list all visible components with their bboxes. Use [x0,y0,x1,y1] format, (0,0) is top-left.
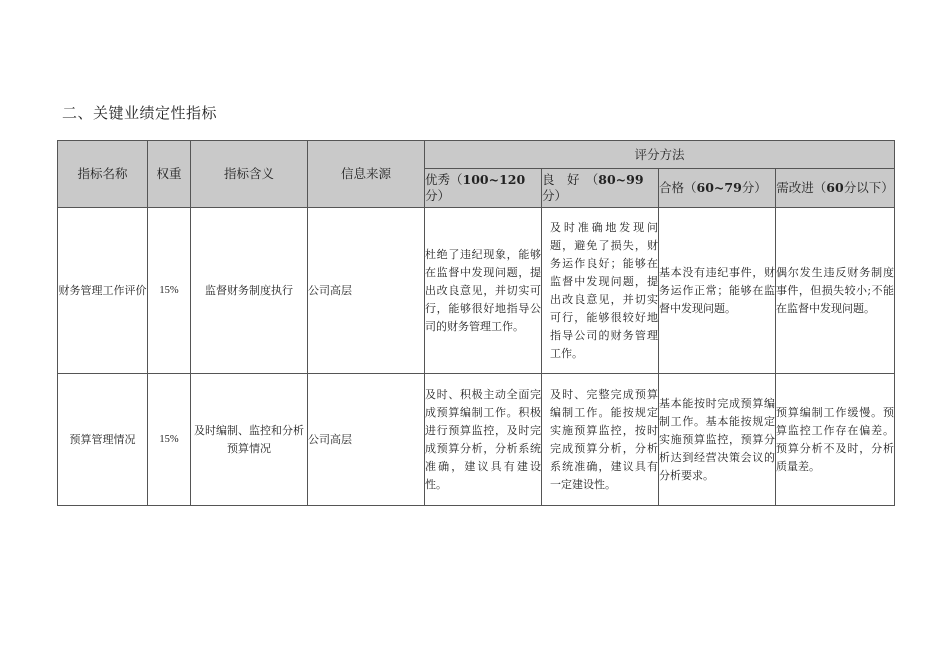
header-indicator-name: 指标名称 [58,141,148,208]
row-meaning: 及时编制、监控和分析预算情况 [191,374,308,506]
header-pass: 合格（60~79分） [659,169,776,208]
row-excellent: 及时、积极主动全面完成预算编制工作。积极进行预算监控，及时完成预算分析，分析系统准确，建议具有建设性。 [425,374,542,506]
row-source: 公司高层 [308,208,425,374]
header-improve: 需改进（60分以下） [776,169,895,208]
row-pass: 基本能按时完成预算编制工作。基本能按规定实施预算监控，预算分析达到经营决策会议的分析要求。 [659,374,776,506]
header-meaning: 指标含义 [191,141,308,208]
row-excellent: 杜绝了违纪现象，能够在监督中发现问题，提出改良意见，并切实可行，能够很好地指导公司的财务管理工作。 [425,208,542,374]
kpi-table [57,140,895,506]
table-row [58,374,895,506]
section-title: 二、关键业绩定性指标 [62,104,218,122]
header-good: 良 好 （80~99 分） [542,169,659,208]
row-good: 及时准确地发现问题，避免了损失，财务运作良好；能够在监督中发现问题，提出改良意见，并切实可行，能够很较好地指导公司的财务管理工作。 [542,208,659,374]
row-source: 公司高层 [308,374,425,506]
header-excellent: 优秀（100~120 分） [425,169,542,208]
table-row [58,208,895,374]
row-improve: 预算编制工作缓慢。预算监控工作存在偏差。预算分析不及时，分析质量差。 [776,374,895,506]
row-name: 预算管理情况 [58,374,148,506]
row-weight: 15% [148,374,191,506]
row-improve: 偶尔发生违反财务制度事件，但损失较小;不能在监督中发现问题。 [776,208,895,374]
header-weight: 权重 [148,141,191,208]
row-pass: 基本没有违纪事件，财务运作正常；能够在监督中发现问题。 [659,208,776,374]
row-good: 及时、完整完成预算编制工作。能按规定实施预算监控，按时完成预算分析，分析系统准确，建议具有一定建设性。 [542,374,659,506]
row-name: 财务管理工作评价 [58,208,148,374]
header-scoring-method: 评分方法 [425,141,895,169]
row-meaning: 监督财务制度执行 [191,208,308,374]
row-weight: 15% [148,208,191,374]
header-source: 信息来源 [308,141,425,208]
